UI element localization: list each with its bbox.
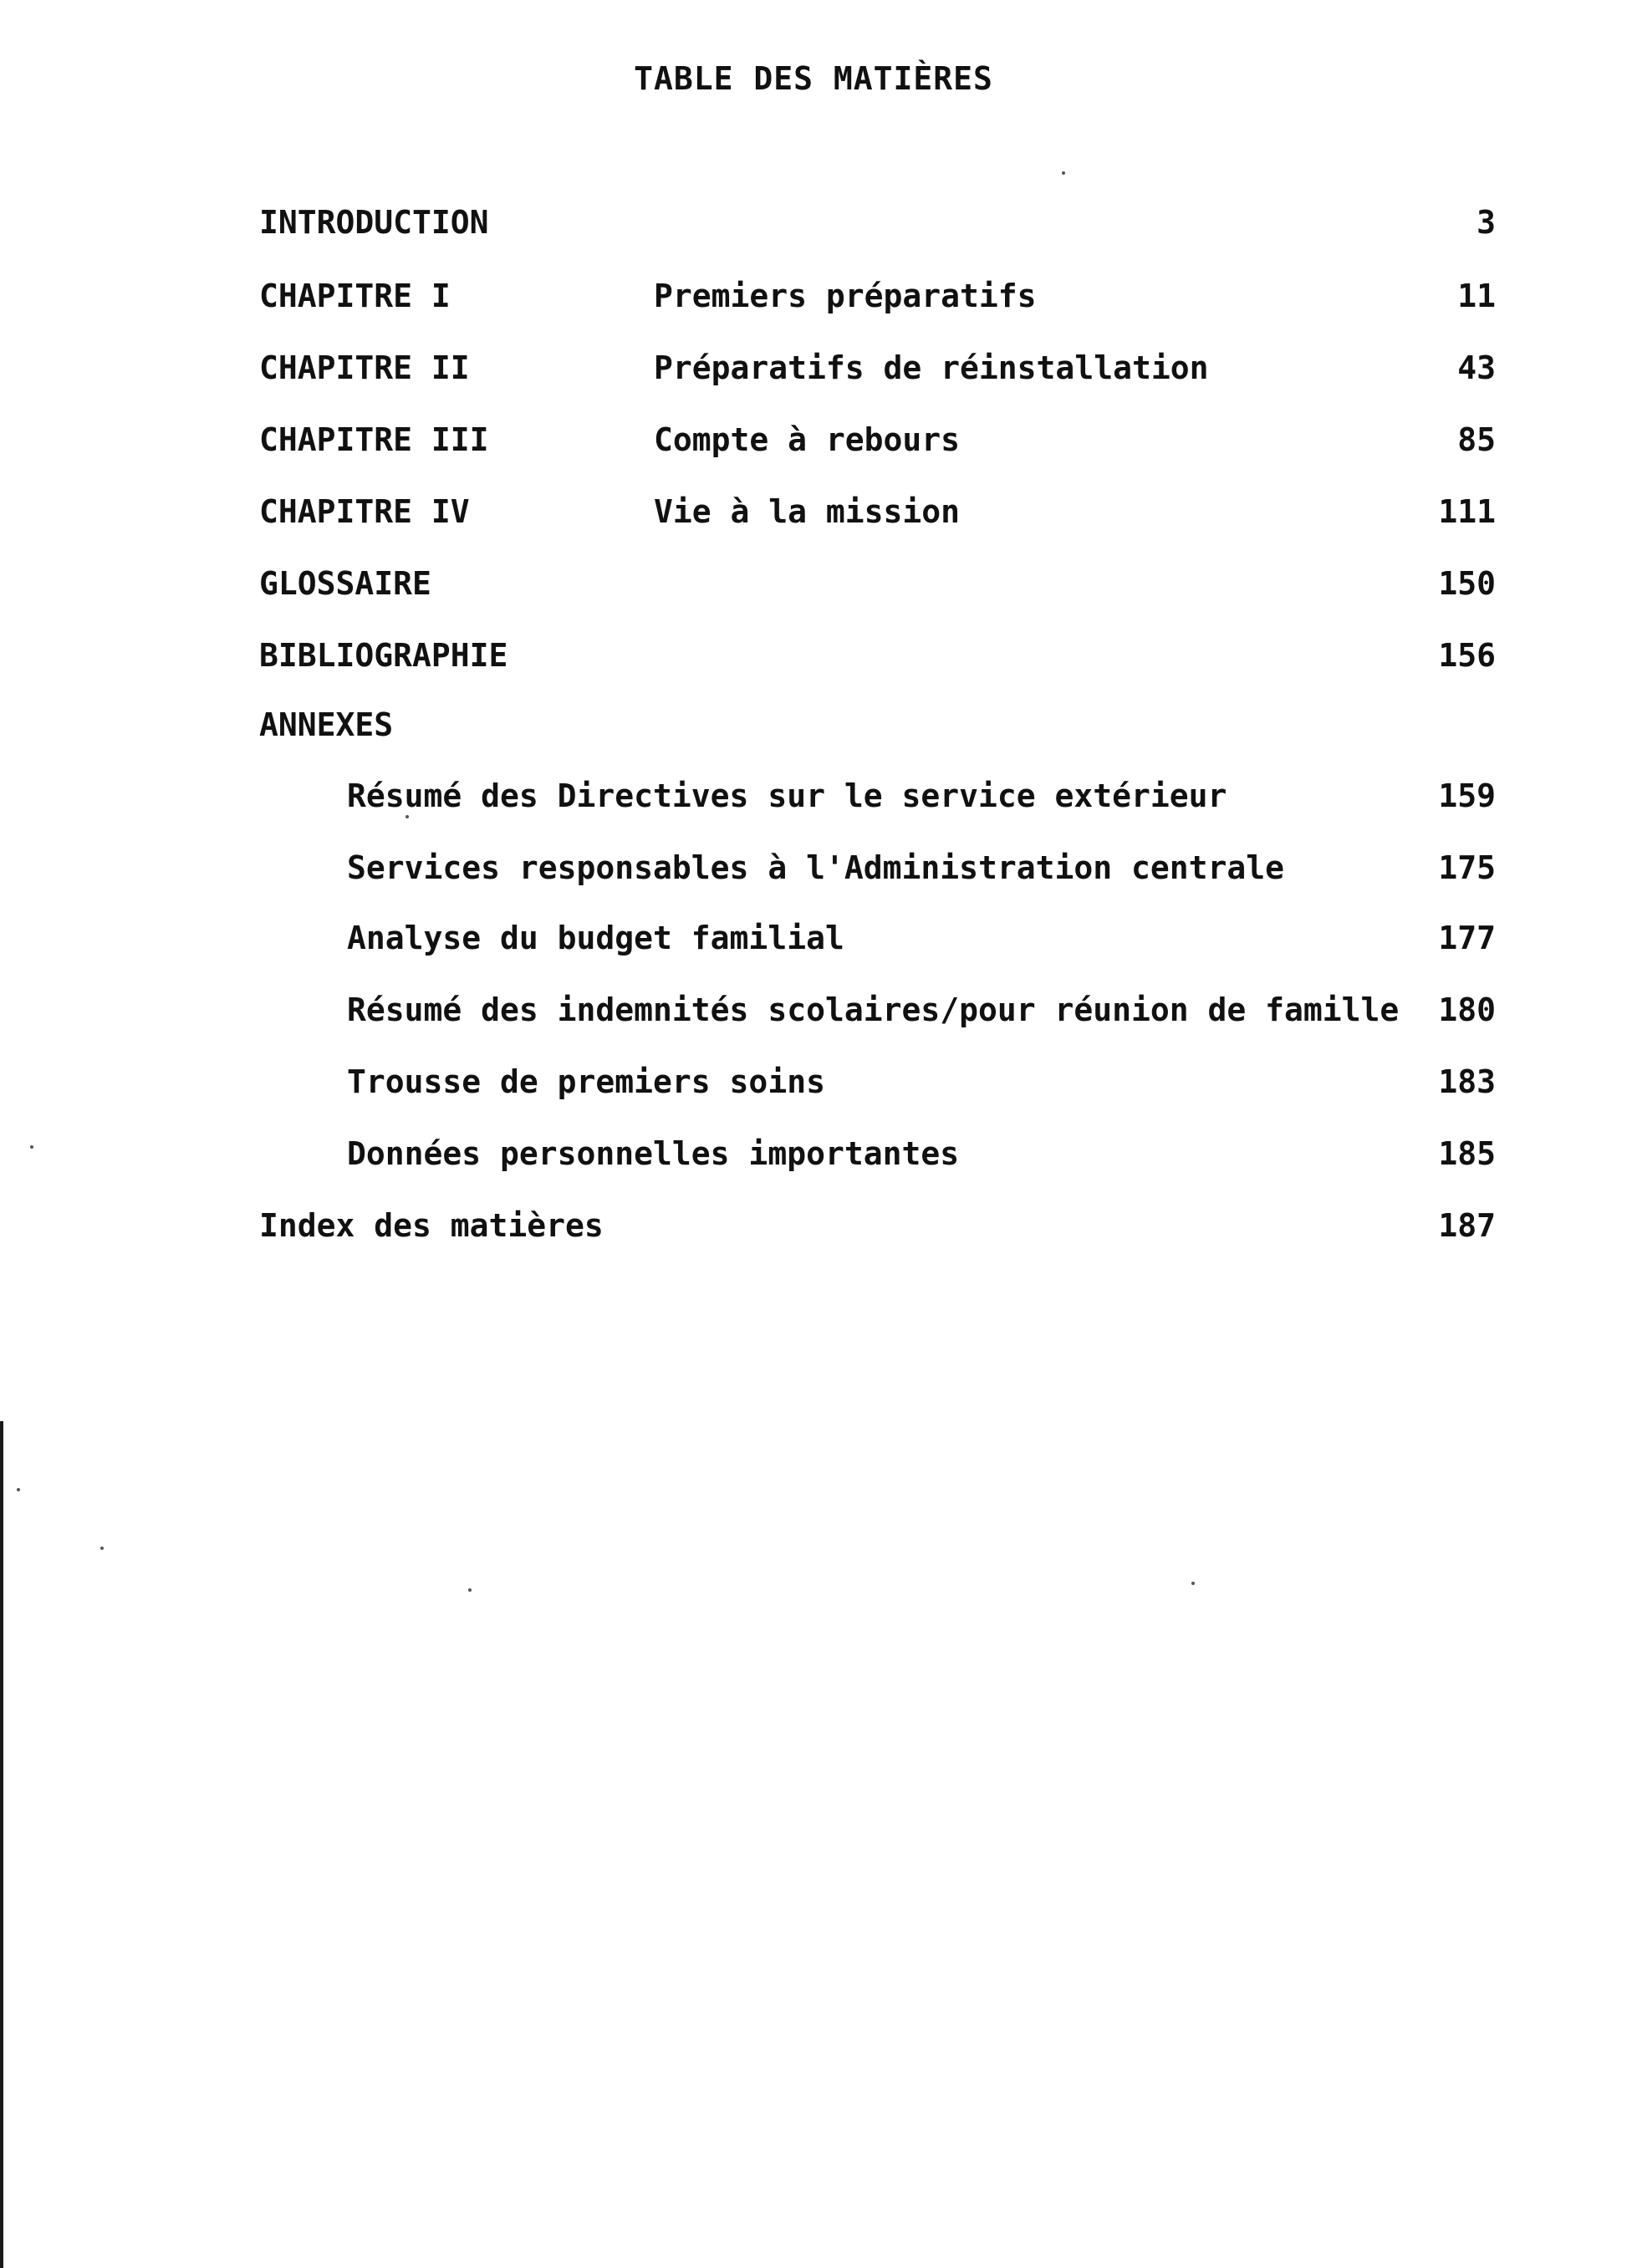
toc-entry-label: Analyse du budget familial	[347, 920, 844, 956]
toc-entry-label: CHAPITRE II	[259, 349, 470, 386]
page-title: TABLE DES MATIÈRES	[634, 60, 993, 97]
toc-entry-label: CHAPITRE I	[259, 278, 451, 314]
toc-entry-annexe-donnees[interactable]	[0, 1135, 1627, 1177]
toc-entry-label: INTRODUCTION	[259, 204, 489, 241]
toc-entry-chapitre-ii[interactable]	[0, 349, 1627, 391]
toc-entry-label: Résumé des indemnités scolaires/pour réunion de famille	[347, 991, 1400, 1028]
toc-entry-label: Données personnelles importantes	[347, 1135, 960, 1172]
toc-entry-label: Services responsables à l'Administration centrale	[347, 849, 1285, 886]
toc-entry-bibliographie[interactable]	[0, 637, 1627, 679]
toc-entry-annexes[interactable]	[0, 706, 1627, 748]
toc-entry-glossaire[interactable]	[0, 565, 1627, 607]
toc-entry-subtitle: Préparatifs de réinstallation	[654, 349, 1209, 386]
toc-entry-page: 11	[1457, 278, 1496, 314]
toc-entry-subtitle: Premiers préparatifs	[654, 278, 1037, 314]
toc-entry-label: CHAPITRE IV	[259, 493, 470, 530]
toc-entry-label: Trousse de premiers soins	[347, 1063, 825, 1100]
toc-entry-subtitle: Vie à la mission	[654, 493, 961, 530]
toc-entry-annexe-directives[interactable]	[0, 777, 1627, 819]
toc-entry-annexe-budget[interactable]	[0, 920, 1627, 961]
toc-entry-label: CHAPITRE III	[259, 421, 489, 458]
toc-entry-page: 150	[1438, 565, 1496, 602]
toc-entry-page: 183	[1438, 1063, 1496, 1100]
toc-entry-label: BIBLIOGRAPHIE	[259, 637, 508, 674]
toc-entry-page: 156	[1438, 637, 1496, 674]
toc-entry-page: 159	[1438, 777, 1496, 814]
toc-entry-index[interactable]	[0, 1207, 1627, 1249]
toc-entry-introduction[interactable]	[0, 204, 1627, 246]
toc-entry-label: Résumé des Directives sur le service extérieur	[347, 777, 1227, 814]
toc-entry-page: 175	[1438, 849, 1496, 886]
toc-entry-page: 3	[1477, 204, 1496, 241]
toc-entry-chapitre-i[interactable]	[0, 278, 1627, 319]
toc-entry-page: 187	[1438, 1207, 1496, 1244]
toc-entry-chapitre-iv[interactable]	[0, 493, 1627, 535]
toc-entry-page: 180	[1438, 991, 1496, 1028]
toc-entry-page: 43	[1457, 349, 1496, 386]
toc-entry-page: 177	[1438, 920, 1496, 956]
toc-entry-subtitle: Compte à rebours	[654, 421, 961, 458]
toc-entry-page: 111	[1438, 493, 1496, 530]
toc-entry-page: 85	[1457, 421, 1496, 458]
toc-entry-annexe-services[interactable]	[0, 849, 1627, 891]
toc-entry-label: Index des matières	[259, 1207, 604, 1244]
toc-entry-page: 185	[1438, 1135, 1496, 1172]
toc-entry-annexe-indemnites[interactable]	[0, 991, 1627, 1033]
toc-entry-annexe-trousse[interactable]	[0, 1063, 1627, 1105]
toc-entry-label: ANNEXES	[259, 706, 394, 743]
toc-entry-label: GLOSSAIRE	[259, 565, 431, 602]
toc-entry-chapitre-iii[interactable]	[0, 421, 1627, 463]
